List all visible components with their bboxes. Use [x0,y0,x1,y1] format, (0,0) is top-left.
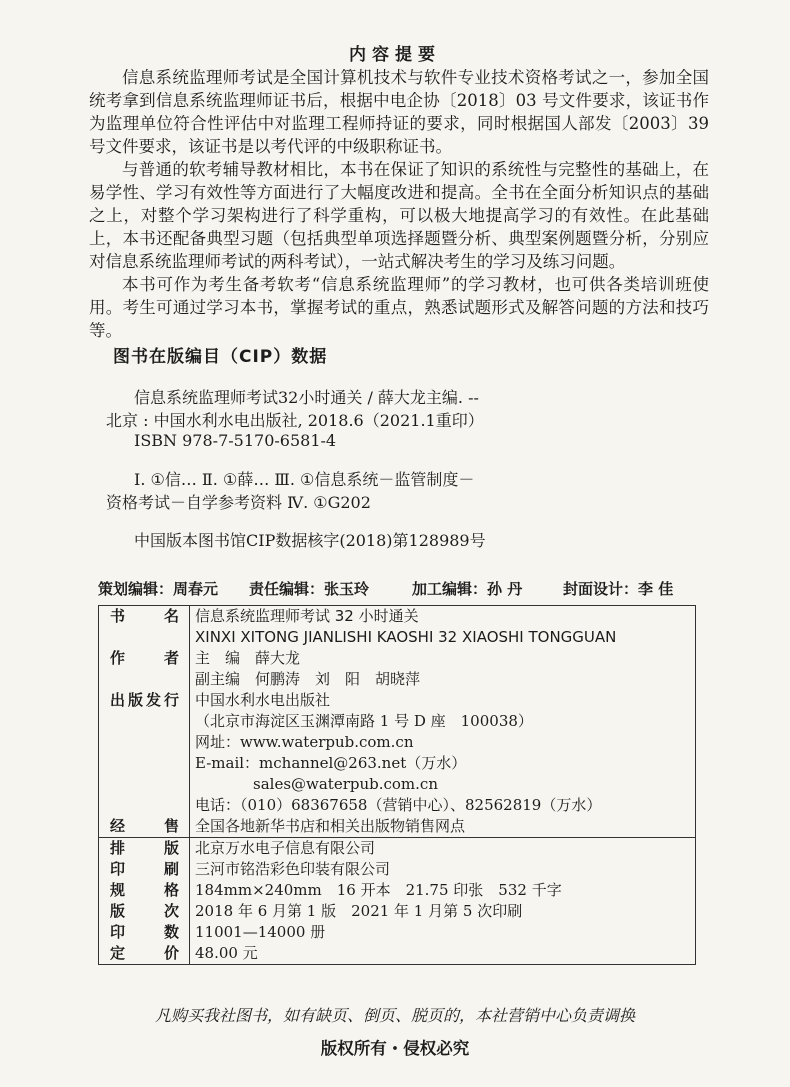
credit-cover-designer [563,578,673,599]
info-values-lower [190,838,696,965]
label-price: 定价 [110,944,179,962]
info-labels-lower [99,838,190,965]
credit-value: 李 佳 [638,580,674,598]
label-typeset: 排版 [110,839,179,857]
cip-title-line: 信息系统监理师考试32小时通关 / 薛大龙主编. -- [134,388,479,407]
cip-isbn: ISBN 978-7-5170-6581-4 [134,431,337,450]
typesetter: 北京万水电子信息有限公司 [195,839,376,857]
cip-publisher-line: 北京 : 中国水利水电出版社, 2018.6（2021.1重印） [106,411,484,430]
print-run: 11001—14000 册 [195,923,326,941]
book-spec: 184mm×240mm 16 开本 21.75 印张 532 千字 [195,881,562,899]
cip-classification-line: 资格考试－自学参考资料 Ⅳ. ①G202 [106,493,371,512]
label-author: 作者 [110,649,179,667]
info-labels-upper [99,606,190,838]
credit-label: 封面设计： [563,580,639,598]
label-title: 书名 [110,607,179,625]
label-printer: 印刷 [110,860,179,878]
summary-paragraph: 本书可作为考生备考软考“信息系统监理师”的学习教材，也可供各类培训班使用。考生可通过学习本书，掌握考试的重点，熟悉试题形式及解答问题的方法和技巧等。 [89,275,709,340]
label-edition: 版次 [110,902,179,920]
copyright-notice: 版权所有・侵权必究 [320,1039,470,1058]
credit-planning-editor [98,578,218,599]
credit-value: 周春元 [173,580,219,598]
book-title: 信息系统监理师考试 32 小时通关 [195,607,419,625]
label-spec: 规格 [110,881,179,899]
sales-channel: 全国各地新华书店和相关出版物销售网点 [195,817,466,835]
book-title-pinyin: XINXI XITONG JIANLISHI KAOSHI 32 XIAOSHI TONGGUAN [195,628,617,646]
summary-paragraph: 信息系统监理师考试是全国计算机技术与软件专业技术资格考试之一，参加全国统考拿到信息系统监理师证书后，根据中电企协〔2018〕03 号文件要求，该证书作为监理单位符合性评估中对监理工程师持证的要求，同时根据国人部发〔2003〕39 号文件要求，该证书是以考代评的中级职称证书。 [89,68,709,156]
publisher-phone: 电话：（010）68367658（营销中心）、82562819（万水） [195,796,602,814]
edition-info: 2018 年 6 月第 1 版 2021 年 1 月第 5 次印刷 [195,902,523,920]
credit-processing-editor [412,578,522,599]
credit-responsible-editor [249,578,369,599]
credit-label: 加工编辑： [412,580,488,598]
label-print-run: 印数 [110,923,179,941]
deputy-editors: 副主编 何鹏涛 刘 阳 胡晓萍 [195,670,421,688]
info-values-upper [190,606,696,838]
book-price: 48.00 元 [195,944,258,962]
summary-paragraph: 与普通的软考辅导教材相比，本书在保证了知识的系统性与完整性的基础上，在易学性、学习有效性等方面进行了大幅度改进和提高。全书在全面分析知识点的基础之上，对整个学习架构进行了科学重构，可以极大地提高学习的有效性。在此基础上，本书还配备典型习题（包括典型单项选择题暨分析、典型案例题暨分析，分别应对信息系统监理师考试的两科考试），一站式解决考生的学习及练习问题。 [89,160,709,271]
cip-heading: 图书在版编目（CIP）数据 [113,347,328,367]
publisher-email: E-mail：mchannel@263.net（万水） [195,754,467,772]
credit-value: 张玉玲 [324,580,370,598]
publication-info-table [98,605,696,965]
credit-value: 孙 丹 [487,580,523,598]
printer: 三河市铭浩彩色印装有限公司 [195,860,391,878]
publisher-address: （北京市海淀区玉渊潭南路 1 号 D 座 100038） [195,712,533,730]
cip-record-number: 中国版本图书馆CIP数据核字(2018)第128989号 [134,531,486,550]
replacement-note: 凡购买我社图书，如有缺页、倒页、脱页的，本社营销中心负责调换 [154,1006,635,1025]
credit-label: 责任编辑： [249,580,325,598]
summary-body [89,66,709,342]
publisher-email: sales@waterpub.com.cn [253,775,438,793]
label-sales: 经售 [110,817,179,835]
publisher-website: 网址：www.waterpub.com.cn [195,733,414,751]
label-publisher: 出版发行 [110,691,179,709]
credit-label: 策划编辑： [98,580,174,598]
chief-editor: 主 编 薛大龙 [195,649,301,667]
publisher-name: 中国水利水电出版社 [195,691,331,709]
summary-title: 内容提要 [349,45,441,65]
cip-classification-line: Ⅰ. ①信… Ⅱ. ①薛… Ⅲ. ①信息系统－监管制度－ [134,470,475,489]
